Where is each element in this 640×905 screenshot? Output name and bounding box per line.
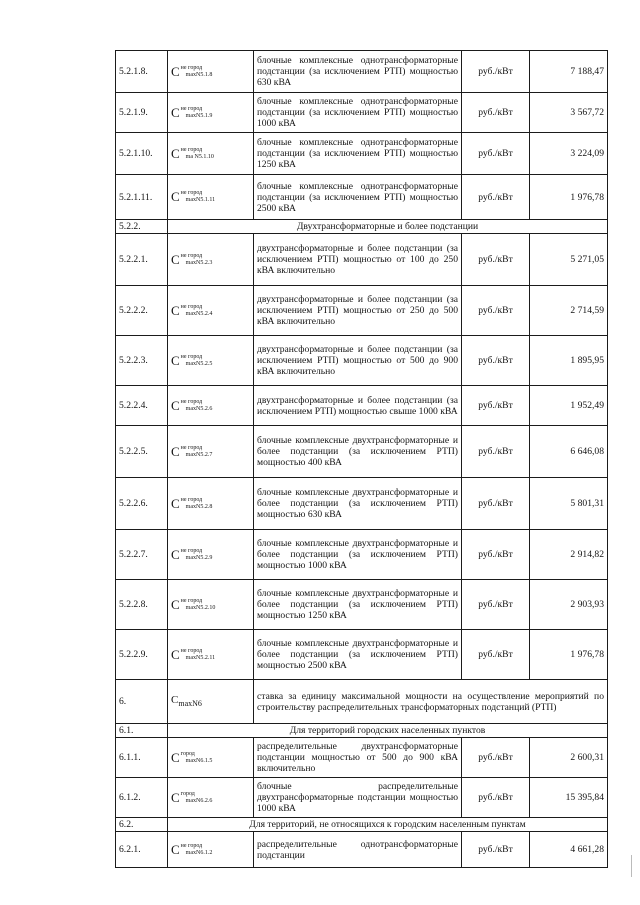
symbol-indices <box>181 598 216 612</box>
symbol-letter: C <box>171 189 180 204</box>
symbol-indices <box>181 843 213 857</box>
symbol-indices <box>181 106 213 120</box>
symbol-indices <box>181 354 213 368</box>
symbol-superscript: не город <box>180 146 203 153</box>
row-description: двухтрансформаторные и более подстанции (за исключением РТП) мощностью свыше 1000 кВА <box>254 386 462 426</box>
table-row <box>116 580 608 630</box>
symbol-subscript: maxN6.1.5 <box>185 757 213 764</box>
row-value: 3 567,72 <box>530 93 608 133</box>
symbol-subscript: maxN6.1.2 <box>185 849 213 856</box>
table-row <box>116 175 608 220</box>
symbol-letter: C <box>171 646 180 662</box>
table-row <box>116 680 608 724</box>
symbol-indices <box>181 497 213 511</box>
row-number: 5.2.2.2. <box>116 286 168 336</box>
row-description: блочные комплексные двухтрансформаторные и более подстанции (за исключением РТП) мощностью 630 кВА <box>254 478 462 530</box>
table-row <box>116 386 608 426</box>
symbol-superscript: не город <box>180 444 203 451</box>
symbol-indices <box>181 65 213 79</box>
row-number: 5.2.1.11. <box>116 175 168 220</box>
symbol-superscript: не город <box>180 842 203 849</box>
tariff-symbol <box>168 386 254 426</box>
symbol-subscript: maxN6 <box>178 698 202 708</box>
row-value: 2 714,59 <box>530 286 608 336</box>
table-row <box>116 530 608 580</box>
tariff-table-body <box>116 51 608 868</box>
row-number: 5.2.1.10. <box>116 133 168 175</box>
row-number: 5.2.1.8. <box>116 51 168 93</box>
table-row <box>116 133 608 175</box>
table-row <box>116 51 608 93</box>
symbol-letter: C <box>171 397 180 413</box>
symbol-letter: C <box>171 789 180 805</box>
row-number: 5.2.2.6. <box>116 478 168 530</box>
symbol-letter: C <box>171 251 180 267</box>
row-number: 5.2.2.7. <box>116 530 168 580</box>
row-unit: руб./кВт <box>462 133 530 175</box>
symbol-superscript: не город <box>180 647 203 654</box>
row-unit: руб./кВт <box>462 286 530 336</box>
row-description: распределительные двухтрансформаторные подстанции мощностью от 500 до 900 кВА включительно <box>254 738 462 778</box>
tariff-symbol <box>168 175 254 220</box>
tariff-symbol <box>168 680 254 724</box>
table-row <box>116 778 608 818</box>
row-number: 5.2.2.3. <box>116 336 168 386</box>
row-number: 5.2.2. <box>116 220 168 234</box>
symbol-indices <box>181 399 213 413</box>
tariff-symbol <box>168 630 254 680</box>
symbol-indices <box>181 751 213 765</box>
symbol-subscript: maxN5.2.8 <box>185 503 213 510</box>
symbol-subscript: maxN5.2.6 <box>185 405 213 412</box>
row-number: 5.2.2.4. <box>116 386 168 426</box>
row-unit: руб./кВт <box>462 175 530 220</box>
section-title: Для территорий городских населенных пунктов <box>168 724 608 738</box>
row-description: двухтрансформаторные и более подстанции (за исключением РТП) мощностью от 500 до 900 кВА включительно <box>254 336 462 386</box>
tariff-symbol <box>168 738 254 778</box>
section-title: Двухтрансформаторные и более подстанции <box>168 220 608 234</box>
symbol-letter: C <box>171 596 180 612</box>
symbol-subscript: maxN5.2.5 <box>185 360 213 367</box>
row-value: 4 661,28 <box>530 832 608 868</box>
row-unit: руб./кВт <box>462 234 530 286</box>
symbol-letter: C <box>171 352 180 368</box>
tariff-symbol <box>168 133 254 175</box>
tariff-symbol <box>168 530 254 580</box>
symbol-letter: C <box>171 145 180 161</box>
table-row <box>116 630 608 680</box>
section-row <box>116 220 608 234</box>
row-unit: руб./кВт <box>462 478 530 530</box>
row-number: 6.1.1. <box>116 738 168 778</box>
tariff-symbol <box>168 51 254 93</box>
row-number: 6.1.2. <box>116 778 168 818</box>
row-unit: руб./кВт <box>462 51 530 93</box>
row-value: 1 976,78 <box>530 630 608 680</box>
symbol-indices <box>181 648 215 662</box>
symbol-subscript: maxN5.2.4 <box>185 310 213 317</box>
symbol-letter: C <box>171 104 180 120</box>
symbol-subscript: maxN5.2.9 <box>185 554 213 561</box>
symbol-indices <box>181 253 213 267</box>
tariff-symbol <box>168 478 254 530</box>
table-row <box>116 478 608 530</box>
section-title: Для территорий, не относящихся к городским населенным пунктам <box>168 818 608 832</box>
row-number: 6.1. <box>116 724 168 738</box>
tariff-symbol <box>168 93 254 133</box>
table-row <box>116 93 608 133</box>
symbol-subscript: maxN5.1.9 <box>185 112 213 119</box>
tariff-symbol <box>168 234 254 286</box>
section-row <box>116 818 608 832</box>
symbol-subscript: maxN5.2.11 <box>185 654 216 661</box>
row-value: 3 224,09 <box>530 133 608 175</box>
row-value: 5 271,05 <box>530 234 608 286</box>
symbol-superscript: не город <box>180 252 203 259</box>
table-row <box>116 336 608 386</box>
row-value: 2 903,93 <box>530 580 608 630</box>
row-value: 5 801,31 <box>530 478 608 530</box>
row-description: блочные комплексные однотрансформаторные подстанции (за исключением РТП) мощностью 1250 кВА <box>254 133 462 175</box>
tariff-symbol <box>168 336 254 386</box>
symbol-subscript: ma N5.1.10 <box>185 153 214 160</box>
row-unit: руб./кВт <box>462 336 530 386</box>
symbol-superscript: не город <box>180 353 203 360</box>
row-description: блочные комплексные двухтрансформаторные и более подстанции (за исключением РТП) мощностью 1250 кВА <box>254 580 462 630</box>
symbol-subscript: maxN6.2.6 <box>185 797 213 804</box>
tariff-symbol <box>168 426 254 478</box>
tariff-table <box>115 50 608 868</box>
section-row <box>116 724 608 738</box>
tariff-symbol <box>168 580 254 630</box>
row-unit: руб./кВт <box>462 530 530 580</box>
row-description: блочные комплексные двухтрансформаторные и более подстанции (за исключением РТП) мощностью 1000 кВА <box>254 530 462 580</box>
row-number: 6.2. <box>116 818 168 832</box>
row-description: блочные комплексные двухтрансформаторные и более подстанции (за исключением РТП) мощностью 2500 кВА <box>254 630 462 680</box>
symbol-subscript: maxN5.1.11 <box>185 197 216 203</box>
row-unit: руб./кВт <box>462 832 530 868</box>
row-value: 6 646,08 <box>530 426 608 478</box>
symbol-subscript: maxN5.2.3 <box>185 259 213 266</box>
row-unit: руб./кВт <box>462 630 530 680</box>
row-number: 5.2.2.5. <box>116 426 168 478</box>
symbol-superscript: не город <box>180 64 203 71</box>
table-row <box>116 832 608 868</box>
row-value: 15 395,84 <box>530 778 608 818</box>
row-unit: руб./кВт <box>462 426 530 478</box>
row-number: 5.2.2.9. <box>116 630 168 680</box>
row-description: блочные комплексные однотрансформаторные подстанции (за исключением РТП) мощностью 630 кВА <box>254 51 462 93</box>
symbol-indices <box>181 304 213 318</box>
row-unit: руб./кВт <box>462 386 530 426</box>
symbol-superscript: не город <box>180 105 203 112</box>
scan-edge-mark <box>631 855 632 877</box>
table-row <box>116 738 608 778</box>
symbol-letter: C <box>171 749 180 765</box>
symbol-indices <box>181 791 213 805</box>
row-value: 1 952,49 <box>530 386 608 426</box>
row-description: блочные комплексные однотрансформаторные подстанции (за исключением РТП) мощностью 1000 кВА <box>254 93 462 133</box>
symbol-superscript: не город <box>180 597 203 604</box>
symbol-letter: C <box>171 302 180 318</box>
row-value: 2 914,82 <box>530 530 608 580</box>
symbol-indices <box>181 445 213 459</box>
row-description: блочные комплексные однотрансформаторные подстанции (за исключением РТП) мощностью 2500 кВА <box>254 175 462 220</box>
symbol-letter: C <box>171 63 180 79</box>
row-number: 6. <box>116 680 168 724</box>
symbol-letter: C <box>171 495 180 511</box>
table-row <box>116 286 608 336</box>
symbol-superscript: не город <box>180 398 203 405</box>
tariff-symbol <box>168 286 254 336</box>
row-value: 1 895,95 <box>530 336 608 386</box>
symbol-superscript: город <box>180 790 195 797</box>
symbol-subscript: maxN5.2.7 <box>185 451 213 458</box>
symbol-letter: C <box>171 693 179 706</box>
symbol-superscript: не город <box>180 496 203 503</box>
tariff-symbol <box>168 778 254 818</box>
row-unit: руб./кВт <box>462 738 530 778</box>
row-unit: руб./кВт <box>462 93 530 133</box>
table-row <box>116 234 608 286</box>
row-unit: руб./кВт <box>462 778 530 818</box>
row-description: блочные комплексные двухтрансформаторные и более подстанции (за исключением РТП) мощностью 400 кВА <box>254 426 462 478</box>
symbol-superscript: не город <box>180 547 203 554</box>
row-value: 1 976,78 <box>530 175 608 220</box>
symbol-subscript: maxN5.1.8 <box>185 71 213 78</box>
symbol-letter: C <box>171 841 180 857</box>
table-row <box>116 426 608 478</box>
symbol-letter: C <box>171 546 180 562</box>
row-description: блочные распределительные двухтрансформаторные подстанции мощностью 1000 кВА <box>254 778 462 818</box>
tariff-symbol <box>168 832 254 868</box>
symbol-indices <box>181 147 214 161</box>
symbol-superscript: не город <box>180 190 203 196</box>
row-number: 5.2.1.9. <box>116 93 168 133</box>
row-number: 5.2.2.8. <box>116 580 168 630</box>
row-description: распределительные однотрансформаторные подстанции <box>254 832 462 868</box>
row-value: 2 600,31 <box>530 738 608 778</box>
row-description: двухтрансформаторные и более подстанции (за исключением РТП) мощностью от 250 до 500 кВА включительно <box>254 286 462 336</box>
symbol-subscript: maxN5.2.10 <box>185 604 216 611</box>
row-unit: руб./кВт <box>462 580 530 630</box>
symbol-superscript: город <box>180 750 195 757</box>
row-value: 7 188,47 <box>530 51 608 93</box>
row-description: ставка за единицу максимальной мощности на осуществление мероприятий по строительству распределительных трансформаторных подстанций (РТП) <box>254 680 608 724</box>
symbol-indices <box>181 548 213 562</box>
symbol-indices <box>181 190 215 204</box>
symbol-letter: C <box>171 443 180 459</box>
row-number: 5.2.2.1. <box>116 234 168 286</box>
row-description: двухтрансформаторные и более подстанции (за исключением РТП) мощностью от 100 до 250 кВА включительно <box>254 234 462 286</box>
symbol-superscript: не город <box>180 303 203 310</box>
row-number: 6.2.1. <box>116 832 168 868</box>
